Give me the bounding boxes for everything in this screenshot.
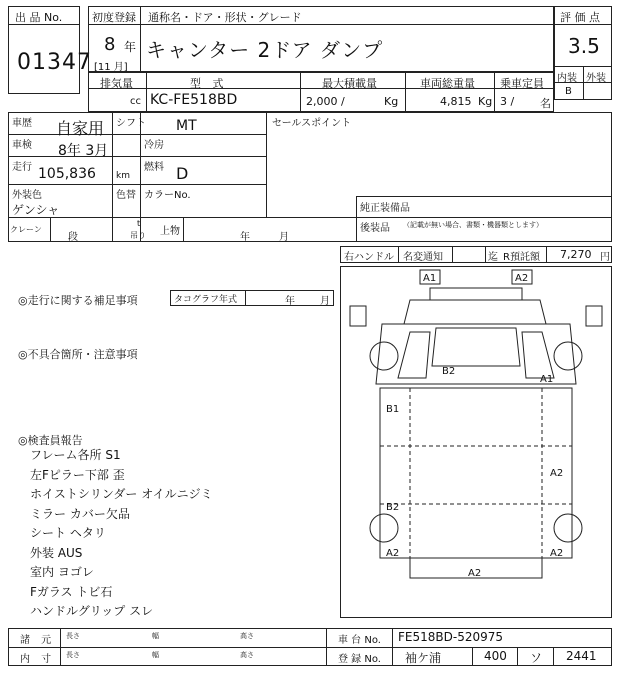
damage-mark: A2: [468, 568, 482, 579]
interior-grade: B: [565, 86, 572, 97]
color-change-label: 色替: [116, 190, 136, 201]
left-door: [398, 332, 430, 378]
color-value: ゲンシャ: [12, 203, 60, 217]
driving-notes-label: ◎走行に関する補足事項: [18, 294, 138, 307]
divider: [356, 196, 612, 197]
history-value: 自家用: [56, 119, 105, 138]
divider: [398, 246, 399, 263]
damage-mark: A2: [550, 468, 564, 479]
divider: [546, 246, 547, 263]
inspector-line: 室内 ヨゴレ: [30, 565, 94, 579]
inspector-line: Fガラス トビ石: [30, 584, 113, 599]
divider: [517, 647, 518, 666]
crane-label: クレーン: [10, 225, 42, 234]
length-label: 長さ: [66, 651, 80, 659]
capacity-value: 3 /: [500, 95, 515, 108]
divider: [50, 217, 51, 242]
divider: [183, 217, 184, 242]
divider: [8, 647, 612, 648]
rename-label: 名変通知: [403, 252, 443, 263]
bed-label: 上物: [160, 226, 180, 237]
wheel-front-right: [554, 342, 582, 370]
windshield: [432, 328, 520, 366]
deadline-label: 迄: [488, 252, 498, 263]
standard-equipment-label: 純正装備品: [360, 203, 410, 214]
inspector-line: ハンドルグリップ スレ: [30, 604, 154, 618]
divider: [60, 628, 61, 666]
divider: [392, 628, 393, 666]
bed-year-unit: 年: [240, 232, 250, 243]
car-name: キャンター 2ドア ダンプ: [146, 38, 384, 62]
divider: [553, 647, 554, 666]
sales-point-label: セールスポイント: [272, 118, 352, 129]
gross-weight-unit: Kg: [478, 95, 493, 108]
r-amount-value: 7,270: [560, 248, 592, 261]
chassis-label: 車 台 No.: [338, 635, 381, 646]
fuel-value: D: [176, 164, 189, 183]
model-value: KC-FE518BD: [150, 92, 238, 108]
right-door: [522, 332, 554, 378]
interior-label: 内装: [557, 73, 577, 84]
divider: [140, 112, 141, 242]
r-amount-unit: 円: [600, 252, 610, 263]
height-label: 高さ: [240, 632, 254, 640]
damage-mark: A2: [515, 273, 529, 284]
inspector-line: フレーム各所 S1: [30, 448, 121, 462]
mileage-unit: km: [116, 171, 130, 181]
inspector-report-list: [30, 446, 213, 622]
damage-mark: A2: [550, 548, 564, 559]
lot-number: 01347: [17, 50, 92, 75]
crane-ton-unit: t: [137, 219, 141, 228]
defects-label: ◎不具合箇所・注意事項: [18, 348, 138, 361]
roof: [404, 300, 546, 324]
truck-damage-diagram: [340, 266, 612, 618]
wheel-rear-right: [554, 514, 582, 542]
divider: [583, 66, 584, 100]
divider: [8, 134, 266, 135]
wheel-front-left: [370, 342, 398, 370]
first-reg-year: 8: [104, 34, 116, 55]
damage-mark: B2: [386, 502, 400, 513]
roof-bar: [430, 288, 522, 300]
divider: [245, 290, 246, 306]
year-unit: 年: [124, 40, 137, 54]
length-label: 長さ: [66, 632, 80, 640]
divider: [356, 196, 357, 242]
height-label: 高さ: [240, 651, 254, 659]
tachograph-month-unit: 月: [320, 296, 330, 307]
first-reg-month: [11 月]: [94, 62, 128, 73]
width-label: 幅: [152, 651, 159, 659]
damage-mark: A1: [540, 374, 554, 385]
damage-mark: B1: [386, 404, 400, 415]
r-amount-label: R預託額: [503, 252, 540, 263]
inner-row-label: 内 寸: [20, 654, 56, 665]
tachograph-label: タコグラフ年式: [174, 295, 238, 305]
damage-mark: B2: [442, 366, 456, 377]
tachograph-year-unit: 年: [285, 296, 295, 307]
registration-kana: ソ: [530, 651, 543, 665]
divider: [140, 6, 141, 72]
registration-label: 登 録 No.: [338, 654, 381, 665]
right-handle-label: 右ハンドル: [344, 252, 394, 263]
spec-row-label: 諸 元: [20, 635, 56, 646]
inspector-report-label: ◎検査員報告: [18, 434, 83, 447]
registration-class: 400: [484, 649, 507, 663]
model-label: 型 式: [190, 77, 228, 90]
gross-weight-label: 車両総重量: [420, 77, 475, 90]
shift-label: シフト: [116, 118, 146, 129]
displacement-label: 排気量: [100, 77, 133, 90]
divider: [554, 24, 612, 25]
diagram-frame: [341, 267, 612, 618]
cargo-bed: [380, 388, 572, 558]
fuel-label: 燃料: [144, 162, 164, 173]
crane-stage-unit: 段: [68, 232, 78, 243]
color-code-label: カラーNo.: [144, 190, 191, 201]
damage-mark: A2: [386, 548, 400, 559]
damage-mark: A1: [423, 273, 437, 284]
score-label: 評 価 点: [560, 11, 600, 24]
chassis-number: FE518BD-520975: [398, 630, 503, 644]
capacity-unit: 名: [540, 97, 551, 110]
inspection-label: 車検: [12, 140, 32, 151]
lot-label: 出 品 No.: [15, 11, 63, 24]
inspector-line: 左Fピラー下部 歪: [30, 467, 125, 482]
registration-area: 袖ケ浦: [405, 651, 442, 665]
history-label: 車歴: [12, 118, 32, 129]
divider: [266, 112, 267, 217]
divider: [300, 72, 301, 112]
displacement-unit: cc: [130, 96, 141, 107]
divider: [326, 628, 327, 666]
inspector-line: ミラー カバー欠品: [30, 506, 130, 521]
divider: [8, 24, 80, 25]
width-label: 幅: [152, 632, 159, 640]
divider: [8, 156, 266, 157]
max-load-unit: Kg: [384, 95, 399, 108]
aftermarket-label: 後装品: [360, 223, 390, 234]
bed-month-unit: 月: [279, 232, 289, 243]
mirror-right: [586, 306, 602, 326]
divider: [494, 72, 495, 112]
divider: [8, 217, 612, 218]
name-label: 通称名・ドア・形状・グレード: [148, 11, 302, 24]
divider: [405, 72, 406, 112]
ac-label: 冷房: [144, 140, 164, 151]
inspector-line: 外装 AUS: [30, 545, 83, 560]
inspector-line: シート ヘタリ: [30, 526, 106, 540]
capacity-label: 乗車定員: [500, 77, 544, 90]
max-load-value: 2,000 /: [306, 95, 345, 108]
crane-hoist: 吊り: [130, 231, 146, 240]
max-load-label: 最大積載量: [322, 77, 377, 90]
divider: [472, 647, 473, 666]
score-value: 3.5: [568, 34, 600, 58]
exterior-label: 外装: [586, 73, 606, 84]
first-reg-label: 初度登録: [92, 11, 136, 24]
gross-weight-value: 4,815: [440, 95, 472, 108]
wheel-rear-left: [370, 514, 398, 542]
divider: [146, 72, 147, 112]
color-label: 外装色: [12, 190, 42, 201]
mileage-label: 走行: [12, 162, 32, 173]
divider: [112, 112, 113, 242]
mileage-value: 105,836: [38, 166, 96, 182]
rename-box: [452, 246, 486, 263]
aftermarket-note: （記載が無い場合、書類・機器類とします）: [403, 221, 543, 229]
shift-value: MT: [176, 118, 197, 134]
mirror-left: [350, 306, 366, 326]
inspector-line: ホイストシリンダー オイルニジミ: [30, 487, 213, 501]
divider: [88, 88, 554, 89]
inspection-value: 8年 3月: [58, 143, 109, 159]
divider: [8, 184, 266, 185]
registration-number: 2441: [566, 649, 597, 663]
